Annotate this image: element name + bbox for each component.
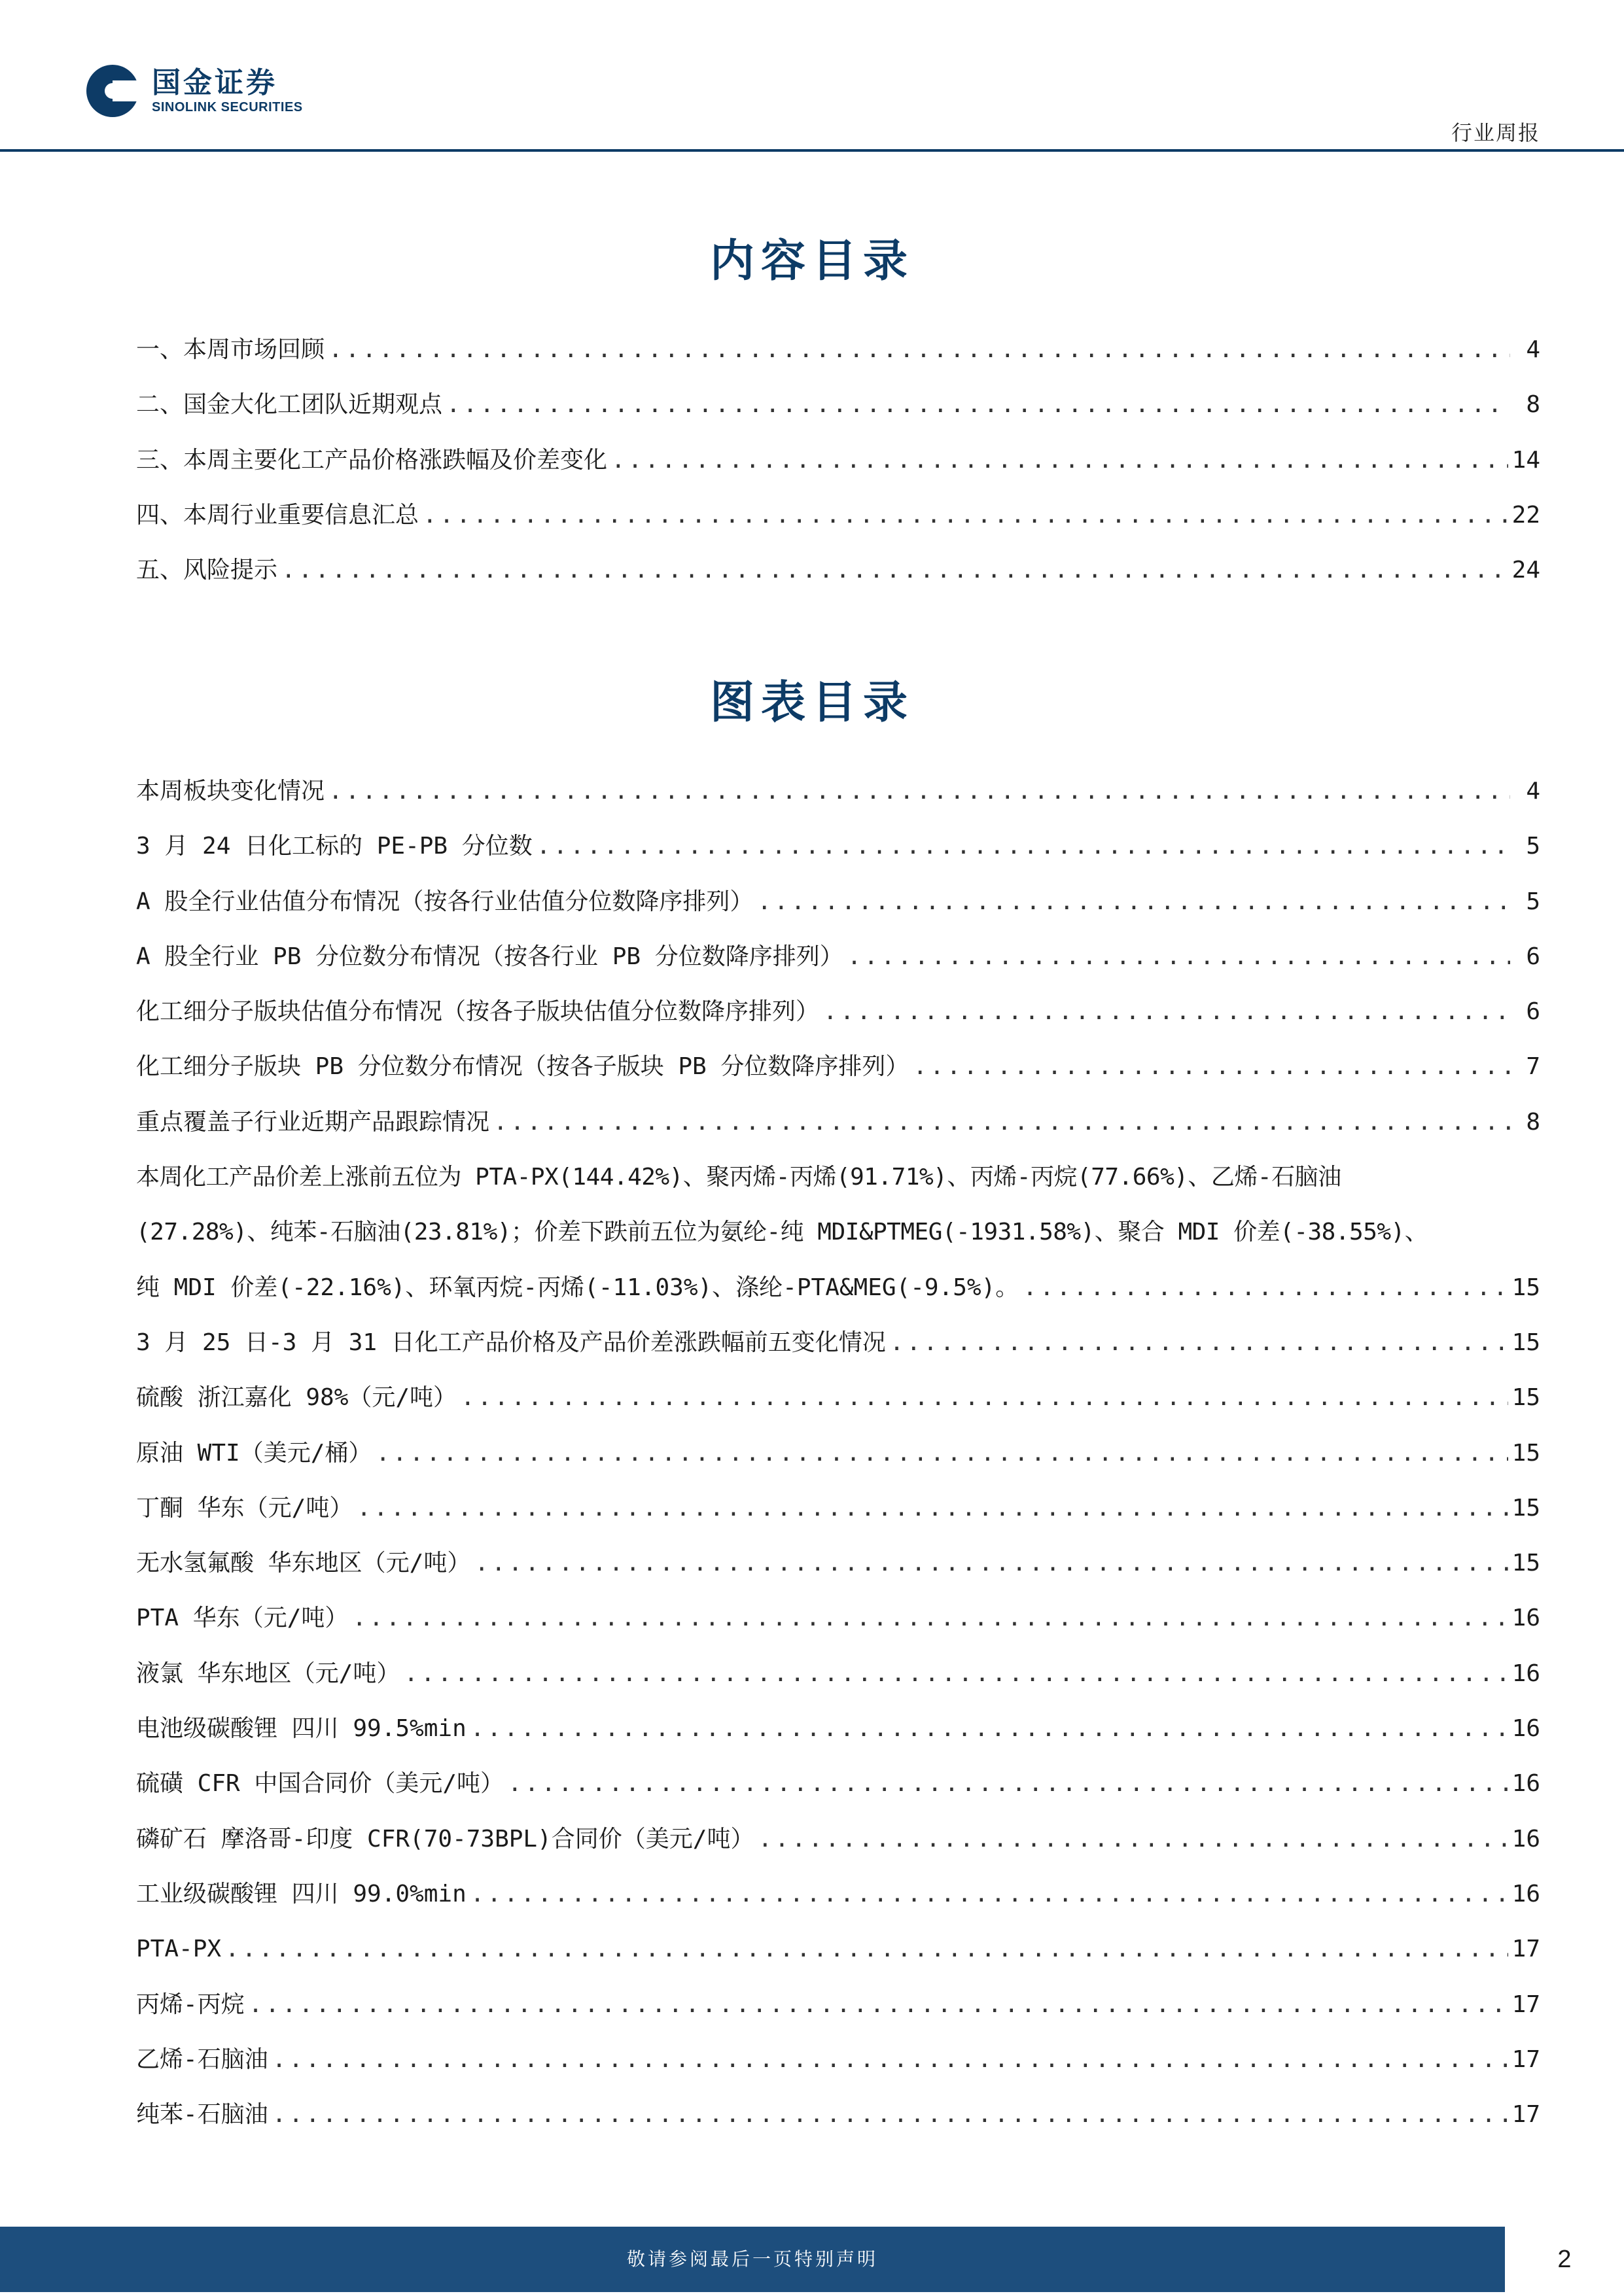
dot-leader xyxy=(272,2032,1508,2087)
figure-entry-text: PTA 华东（元/吨） xyxy=(136,1605,349,1632)
figure-entry[interactable] xyxy=(136,1536,1540,1591)
figure-entry-page: 16 xyxy=(1511,1605,1540,1632)
dot-leader xyxy=(474,1536,1508,1591)
figure-entry-page: 4 xyxy=(1526,778,1540,805)
toc-entry[interactable] xyxy=(136,433,1540,488)
figure-entry-page: 17 xyxy=(1511,1936,1540,1963)
figure-entry-line: 本周化工产品价差上涨前五位为 PTA-PX(144.42%)、聚丙烯-丙烯(91.71%)、丙烯-丙烷(77.66%)、乙烯-石脑油 xyxy=(136,1164,1341,1191)
figure-entry-text: 硫酸 浙江嘉化 98%（元/吨） xyxy=(136,1384,457,1412)
toc-entry-text: 三、本周主要化工产品价格涨跌幅及价差变化 xyxy=(136,446,608,474)
logo-icon xyxy=(86,65,139,117)
figure-entry-page: 16 xyxy=(1511,1880,1540,1907)
dot-leader xyxy=(446,377,1510,432)
dot-leader xyxy=(461,1370,1508,1425)
figure-entry-text: A 股全行业估值分布情况（按各行业估值分位数降序排列） xyxy=(136,888,754,915)
figure-entry-page: 17 xyxy=(1511,2045,1540,2073)
contents-title: 内容目录 xyxy=(709,235,914,287)
figure-entry[interactable] xyxy=(136,1481,1540,1536)
dot-leader xyxy=(352,1591,1508,1646)
figure-entry[interactable] xyxy=(136,1977,1540,2032)
toc-entry[interactable] xyxy=(136,322,1540,377)
figure-entry-page: 15 xyxy=(1511,1550,1540,1577)
figure-entry-page: 5 xyxy=(1526,888,1540,915)
figure-entry-text: 3 月 25 日-3 月 31 日化工产品价格及产品价差涨跌幅前五变化情况 xyxy=(136,1329,886,1356)
logo-chinese-name: 国金证券 xyxy=(152,66,277,99)
figure-entry-page: 15 xyxy=(1511,1329,1540,1356)
dot-leader xyxy=(423,488,1508,543)
figure-entry[interactable] xyxy=(136,764,1540,819)
footer-disclaimer: 敬请参阅最后一页特别声明 xyxy=(626,2248,878,2270)
figure-entry-text: 丙烯-丙烷 xyxy=(136,1991,245,2018)
dot-leader xyxy=(404,1646,1508,1701)
figure-entry-page: 7 xyxy=(1526,1053,1540,1081)
toc-entry[interactable] xyxy=(136,543,1540,598)
dot-leader xyxy=(847,930,1510,984)
figure-entry-text: 化工细分子版块 PB 分位数分布情况（按各子版块 PB 分位数降序排列） xyxy=(136,1053,909,1081)
figure-entry-page: 15 xyxy=(1511,1494,1540,1522)
toc-entry-page: 8 xyxy=(1526,391,1540,419)
figure-entry-page: 17 xyxy=(1511,2101,1540,2129)
dot-leader xyxy=(225,1922,1508,1977)
toc-entry[interactable] xyxy=(136,377,1540,432)
figures-list xyxy=(136,764,1540,2142)
dot-leader xyxy=(470,1867,1508,1922)
figure-entry[interactable] xyxy=(136,2032,1540,2087)
dot-leader xyxy=(890,1315,1508,1370)
header-divider xyxy=(0,149,1624,152)
figure-entry-text: 原油 WTI（美元/桶） xyxy=(136,1439,372,1467)
toc-entry-text: 五、风险提示 xyxy=(136,557,278,584)
figure-entry-text: 硫磺 CFR 中国合同价（美元/吨） xyxy=(136,1770,504,1798)
toc-entry[interactable] xyxy=(136,488,1540,543)
figure-entry-page: 6 xyxy=(1526,998,1540,1026)
figure-entry[interactable] xyxy=(136,1756,1540,1811)
toc-entry-text: 四、本周行业重要信息汇总 xyxy=(136,501,419,529)
figure-entry-text: 丁酮 华东（元/吨） xyxy=(136,1494,353,1522)
figure-entry-page: 16 xyxy=(1511,1770,1540,1798)
figure-entry[interactable] xyxy=(136,1370,1540,1425)
figure-entry[interactable] xyxy=(136,984,1540,1039)
figure-entry[interactable] xyxy=(136,819,1540,874)
figure-entry-text: 纯苯-石脑油 xyxy=(136,2101,268,2129)
figure-entry-page: 16 xyxy=(1511,1825,1540,1852)
figures-title: 图表目录 xyxy=(709,676,914,729)
figure-entry-page: 15 xyxy=(1511,1439,1540,1467)
figure-entry[interactable] xyxy=(136,1867,1540,1922)
figure-entry[interactable] xyxy=(136,1591,1540,1646)
dot-leader xyxy=(357,1481,1508,1536)
dot-leader xyxy=(328,764,1510,819)
figure-entry[interactable] xyxy=(136,1646,1540,1701)
dot-leader xyxy=(611,433,1508,488)
toc-entry-page: 4 xyxy=(1526,336,1540,363)
figure-entry[interactable] xyxy=(136,1426,1540,1481)
company-logo xyxy=(86,63,303,119)
toc-entry-page: 14 xyxy=(1511,446,1540,474)
dot-leader xyxy=(537,819,1510,874)
figure-entry[interactable] xyxy=(136,930,1540,984)
figure-entry[interactable] xyxy=(136,875,1540,930)
dot-leader xyxy=(508,1756,1508,1811)
figure-entry[interactable] xyxy=(136,1095,1540,1150)
toc-entry-page: 24 xyxy=(1511,557,1540,584)
figure-entry-text: 无水氢氟酸 华东地区（元/吨） xyxy=(136,1550,471,1577)
figure-entry-page: 17 xyxy=(1511,1991,1540,2018)
dot-leader xyxy=(493,1095,1510,1150)
figure-entry-text: 化工细分子版块估值分布情况（按各子版块估值分位数降序排列） xyxy=(136,998,820,1026)
toc-entry-page: 22 xyxy=(1511,501,1540,529)
dot-leader xyxy=(913,1039,1510,1094)
dot-leader xyxy=(272,2087,1508,2142)
figure-entry-page: 5 xyxy=(1526,833,1540,860)
logo-english-name: SINOLINK SECURITIES xyxy=(152,100,303,114)
figure-entry-text: 乙烯-石脑油 xyxy=(136,2045,268,2073)
figure-entry-text: 液氯 华东地区（元/吨） xyxy=(136,1660,400,1687)
figure-entry-page: 15 xyxy=(1511,1274,1540,1301)
dot-leader xyxy=(281,543,1508,598)
figure-entry-page: 15 xyxy=(1511,1384,1540,1412)
figure-entry[interactable] xyxy=(136,1701,1540,1756)
figure-entry-page: 16 xyxy=(1511,1715,1540,1743)
dot-leader xyxy=(328,322,1510,377)
figure-entry-text: 3 月 24 日化工标的 PE-PB 分位数 xyxy=(136,833,533,860)
dot-leader xyxy=(470,1701,1508,1756)
figure-entry-page: 6 xyxy=(1526,943,1540,970)
figure-entry[interactable] xyxy=(136,1922,1540,1977)
toc-entry-text: 一、本周市场回顾 xyxy=(136,336,325,363)
dot-leader xyxy=(249,1977,1508,2032)
figure-entry-text: 电池级碳酸锂 四川 99.5%min xyxy=(136,1715,467,1743)
figure-entry[interactable] xyxy=(136,1039,1540,1094)
dot-leader xyxy=(376,1426,1508,1481)
figure-entry-line: 纯 MDI 价差(-22.16%)、环氧丙烷-丙烯(-11.03%)、涤纶-PTA&MEG(-9.5%)。 xyxy=(136,1274,1019,1301)
figure-entry-page: 8 xyxy=(1526,1108,1540,1136)
figure-entry-text: A 股全行业 PB 分位数分布情况（按各行业 PB 分位数降序排列） xyxy=(136,943,843,970)
figure-entry-text: 工业级碳酸锂 四川 99.0%min xyxy=(136,1880,467,1907)
figure-entry[interactable] xyxy=(136,1315,1540,1370)
figure-entry-page: 16 xyxy=(1511,1660,1540,1687)
figure-entry-line: (27.28%)、纯苯-石脑油(23.81%)；价差下跌前五位为氨纶-纯 MDI&PTMEG(-1931.58%)、聚合 MDI 价差(-38.55%)、 xyxy=(136,1219,1428,1246)
dot-leader xyxy=(757,875,1510,930)
figure-entry[interactable] xyxy=(136,2087,1540,2142)
report-type-label: 行业周报 xyxy=(1451,120,1540,145)
page-number: 2 xyxy=(1557,2246,1572,2273)
dot-leader xyxy=(823,984,1510,1039)
figure-entry-text: PTA-PX xyxy=(136,1936,222,1963)
figure-entry-text: 重点覆盖子行业近期产品跟踪情况 xyxy=(136,1108,490,1136)
toc-entry-text: 二、国金大化工团队近期观点 xyxy=(136,391,443,419)
contents-list xyxy=(136,322,1540,598)
figure-entry[interactable] xyxy=(136,1812,1540,1867)
figure-entry-text: 磷矿石 摩洛哥-印度 CFR(70-73BPL)合同价（美元/吨） xyxy=(136,1825,754,1852)
dot-leader xyxy=(1023,1261,1508,1315)
dot-leader xyxy=(758,1812,1508,1867)
figure-entry-text: 本周板块变化情况 xyxy=(136,778,325,805)
figure-entry-multiline[interactable] xyxy=(136,1150,1540,1315)
